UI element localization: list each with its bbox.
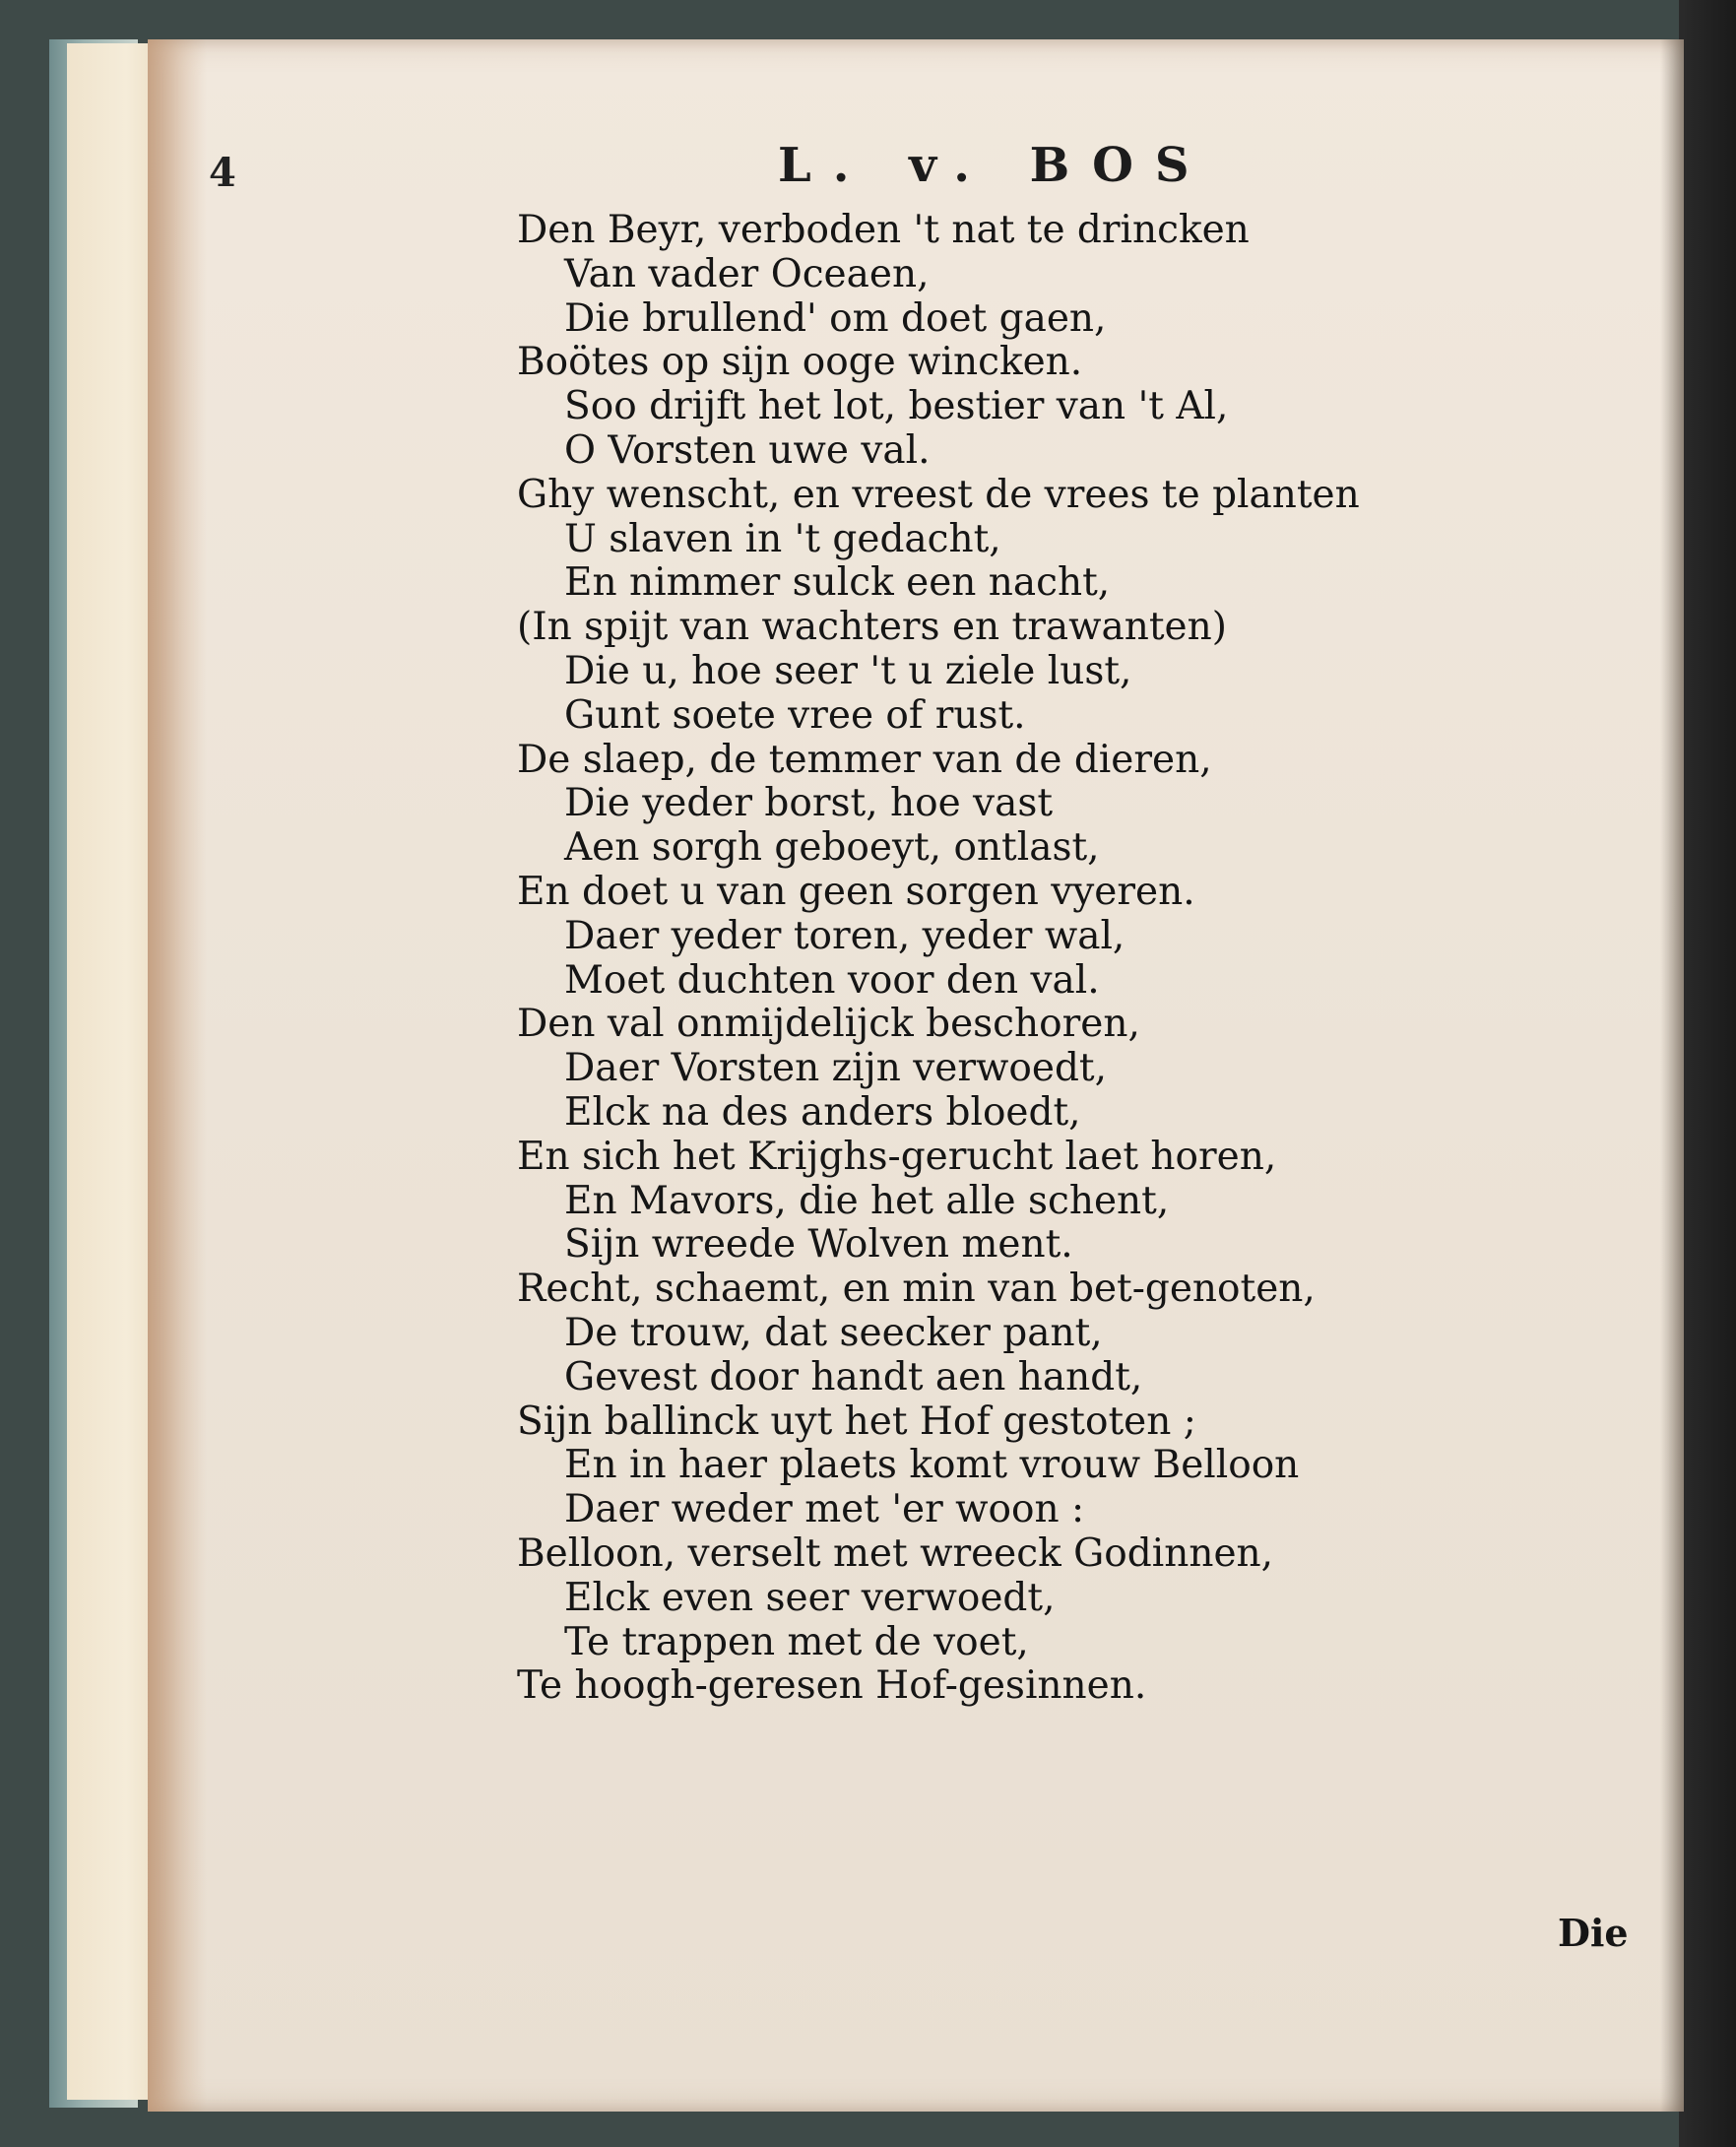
poem-line: En sich het Krijghs-gerucht laet horen, [517,1134,1277,1179]
poem-line: (In spijt van wachters en trawanten) [517,605,1227,650]
catchword: Die [1558,1911,1629,1955]
poem-line: Gevest door handt aen handt, [564,1354,1143,1399]
page-number: 4 [209,150,236,196]
running-head: L. v. BOS [778,138,1211,193]
poem-line: Sijn ballinck uyt het Hof gestoten ; [517,1399,1196,1444]
poem-line: Den val onmijdelijck beschoren, [517,1002,1140,1047]
poem-line: Gunt soete vree of rust. [564,692,1026,738]
poem-line: Belloon, verselt met wreeck Godinnen, [517,1530,1274,1576]
poem-line: Die yeder borst, hoe vast [564,781,1054,826]
poem-line: En nimmer sulck een nacht, [564,560,1111,606]
poem-text [517,209,1649,1709]
poem-line: Ghy wenscht, en vreest de vrees te planten [517,472,1360,517]
cover-right [1679,0,1736,2147]
poem-line: Moet duchten voor den val. [564,957,1100,1003]
poem-line: Den Beyr, verboden 't nat te drincken [517,208,1250,252]
poem-line: Die u, hoe seer 't u ziele lust, [564,648,1132,693]
poem-line: Soo drijft het lot, bestier van 't Al, [564,384,1229,429]
poem-line: Boötes op sijn ooge wincken. [517,340,1083,385]
gutter-stain [148,39,207,2112]
poem-line: Te trappen met de voet, [564,1619,1029,1664]
poem-line: En in haer plaets komt vrouw Belloon [564,1443,1300,1488]
poem-line: Die brullend' om doet gaen, [564,295,1107,341]
page-edge-shadow [1660,39,1684,2112]
poem-line: Daer Vorsten zijn verwoedt, [564,1046,1107,1091]
poem-line: Van vader Oceaen, [564,251,930,296]
poem-line: O Vorsten uwe val. [564,427,931,473]
poem-line: Daer weder met 'er woon : [564,1487,1085,1532]
poem-line: De trouw, dat seecker pant, [564,1310,1103,1355]
poem-line: Recht, schaemt, en min van bet-genoten, [517,1267,1316,1312]
poem-line: Te hoogh-geresen Hof-gesinnen. [517,1663,1147,1709]
poem-line: En doet u van geen sorgen vyeren. [517,869,1195,914]
poem-line: De slaep, de temmer van de dieren, [517,737,1212,782]
poem-line: U slaven in 't gedacht, [564,516,1001,561]
poem-line: Aen sorgh geboeyt, ontlast, [564,825,1100,871]
poem-line: Elck even seer verwoedt, [564,1575,1056,1620]
poem-line: Sijn wreede Wolven ment. [564,1222,1073,1268]
poem-line: Elck na des anders bloedt, [564,1089,1081,1135]
poem-line: En Mavors, die het alle schent, [564,1178,1170,1223]
poem-line: Daer yeder toren, yeder wal, [564,913,1125,958]
